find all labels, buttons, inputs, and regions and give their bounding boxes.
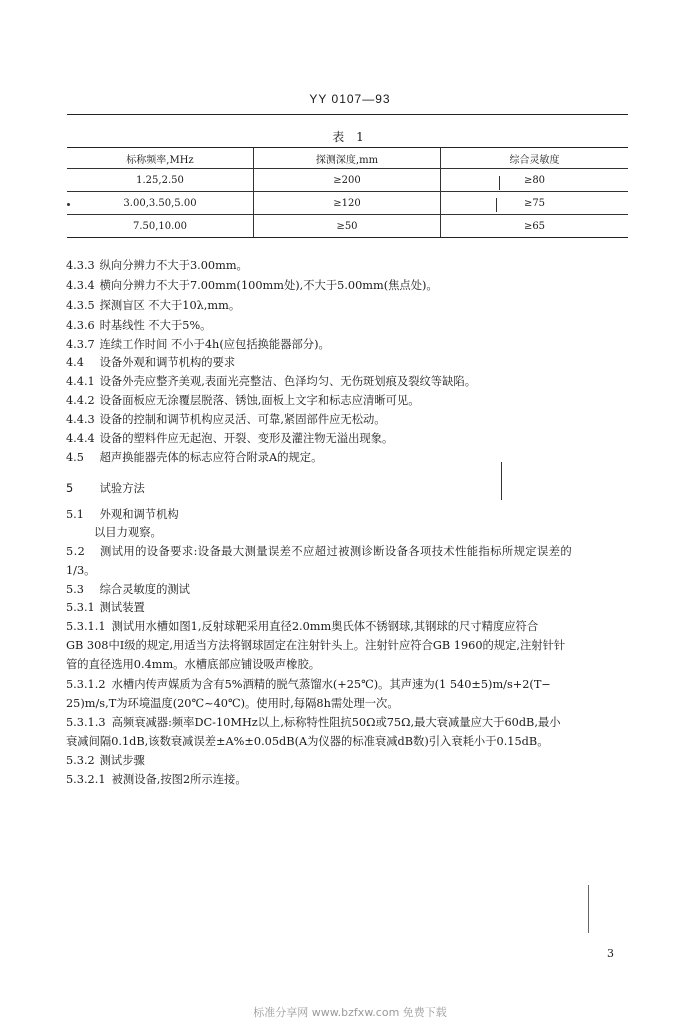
standard-code: YY 0107—93 <box>309 92 391 106</box>
clause-body: 以目力观察。 <box>94 526 162 539</box>
clause-line: 4.4 设备外观和调节机构的要求 <box>66 356 236 369</box>
scan-artifact <box>499 176 500 190</box>
column-header: 标称频率,MHz <box>67 148 254 169</box>
clause-line: 4.3.6 时基线性 不大于5%。 <box>66 319 212 332</box>
clause-line: 5.2 测试用的设备要求:设备最大测量误差不应超过被测诊断设备各项技术性能指标所规定误差的 <box>66 545 573 558</box>
clause-line: 4.4.1 设备外壳应整齐美观,表面光亮整洁、色泽均匀、无伤斑划痕及裂纹等缺陷。 <box>66 375 476 388</box>
clause-body: GB 308中Ⅰ级的规定,用适当方法将钢球固定在注射针头上。注射针应符合GB 1960的规定,注射针针 <box>66 639 566 652</box>
sensitivity-table <box>67 147 628 238</box>
table-row <box>67 215 628 238</box>
scan-artifact <box>588 885 589 933</box>
table-cell: 3.00,3.50,5.00 <box>67 192 254 215</box>
table-header-row <box>67 148 628 169</box>
clause-body: 衰减间隔0.1dB,该数衰减误差±A%±0.05dB(A为仪器的标准衰减dB数)引入衰耗小于0.15dB。 <box>66 735 549 748</box>
clause-line: 5.3 综合灵敏度的测试 <box>66 583 190 596</box>
page-number: 3 <box>607 947 614 960</box>
table-cell: ≥200 <box>254 169 441 192</box>
table-cell: ≥75 <box>441 192 629 215</box>
table-cell: 1.25,2.50 <box>67 169 254 192</box>
clause-line: 5.3.1.3 高频衰减器:频率DC-10MHz以上,标称特性阻抗50Ω或75Ω,最大衰减量应大于60dB,最小 <box>66 716 561 729</box>
clause-body: 1/3。 <box>66 564 96 577</box>
table-cell: ≥120 <box>254 192 441 215</box>
clause-line: 4.3.3 纵向分辨力不大于3.00mm。 <box>66 259 248 272</box>
clause-line: 4.3.5 探测盲区 不大于10λ,mm。 <box>66 299 241 312</box>
clause-line: 4.3.7 连续工作时间 不小于4h(应包括换能器部分)。 <box>66 338 330 351</box>
clause-line: 4.5 超声换能器壳体的标志应符合附录A的规定。 <box>66 451 323 464</box>
clause-body: 25)m/s,T为环境温度(20℃~40℃)。使用时,每隔8h需处理一次。 <box>66 697 399 710</box>
table-row <box>67 192 628 215</box>
header-rule <box>67 114 628 115</box>
clause-line: 5.3.1 测试装置 <box>66 601 145 614</box>
table-cell: ≥65 <box>441 215 629 238</box>
column-header: 综合灵敏度 <box>441 148 629 169</box>
clause-line: 4.4.3 设备的控制和调节机构应灵活、可靠,紧固部件应无松动。 <box>66 413 386 426</box>
clause-line: 5.3.1.1 测试用水槽如图1,反射球靶采用直径2.0mm奥氏体不锈钢球,其钢球的尺寸精度应符合 <box>66 620 539 633</box>
scan-artifact <box>501 462 502 500</box>
clause-line: 5.3.1.2 水槽内传声媒质为含有5%酒精的脱气蒸馏水(+25℃)。其声速为(1 540±5)m/s+2(T− <box>66 678 551 691</box>
table-cell: 7.50,10.00 <box>67 215 254 238</box>
clause-line: 5.3.2 测试步骤 <box>66 754 145 767</box>
clause-line: 4.3.4 横向分辨力不大于7.00mm(100mm处),不大于5.00mm(焦点处)。 <box>66 279 438 292</box>
clause-body: 管的直径选用0.4mm。水槽底部应铺设吸声橡胶。 <box>66 658 321 671</box>
clause-line: 4.4.4 设备的塑料件应无起泡、开裂、变形及灌注物无溢出现象。 <box>66 432 394 445</box>
section-heading: 5 试验方法 <box>66 482 145 495</box>
scan-artifact <box>496 198 497 212</box>
clause-line: 4.4.2 设备面板应无涂覆层脱落、锈蚀,面板上文字和标志应清晰可见。 <box>66 394 420 407</box>
watermark-text: 标准分享网 www.bzfxw.com 免费下载 <box>253 1006 447 1019</box>
scan-artifact <box>67 203 70 206</box>
clause-line: 5.1 外观和调节机构 <box>66 508 179 521</box>
clause-line: 5.3.2.1 被测设备,按图2所示连接。 <box>66 773 247 786</box>
table-cell: ≥50 <box>254 215 441 238</box>
table-title: 表 1 <box>332 130 368 144</box>
table-cell: ≥80 <box>441 169 629 192</box>
column-header: 探测深度,mm <box>254 148 441 169</box>
table-row <box>67 169 628 192</box>
